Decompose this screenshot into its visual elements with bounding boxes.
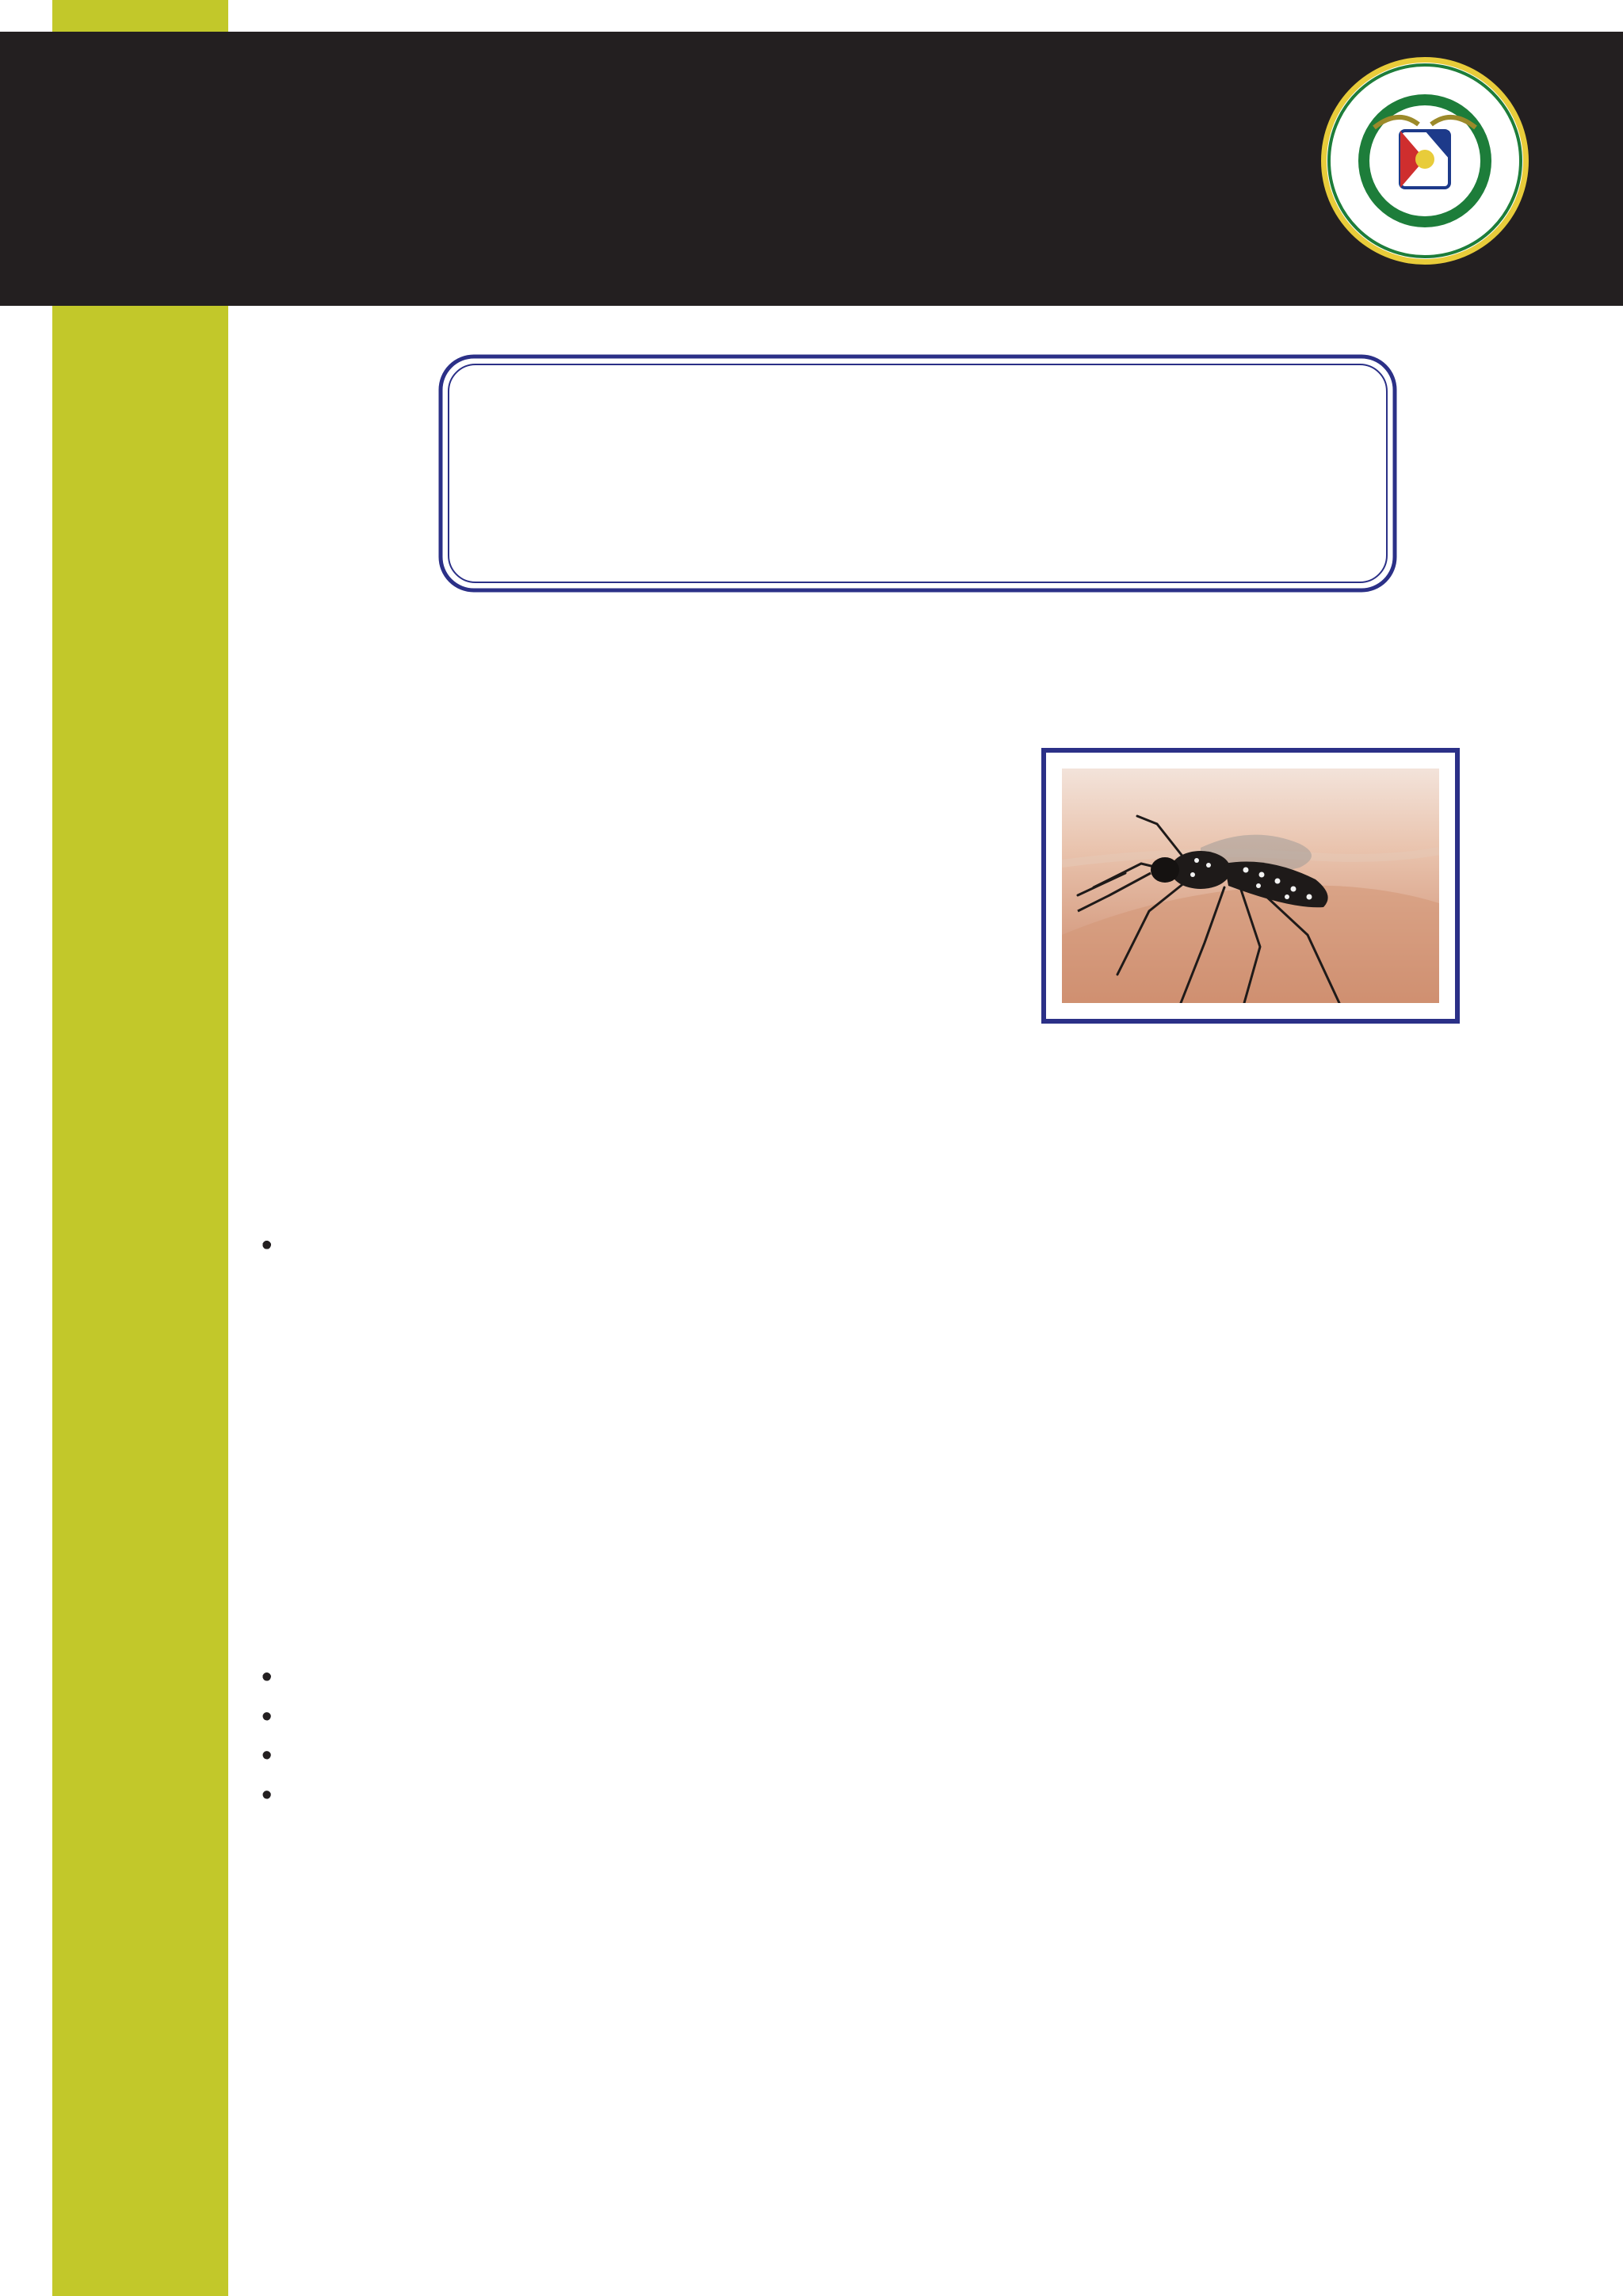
mosquito-photo xyxy=(1062,769,1439,1003)
list-item xyxy=(262,1658,306,1698)
mosquito-photo-frame xyxy=(1041,748,1460,1024)
side-accent-bar xyxy=(52,0,228,2296)
list-item xyxy=(262,1737,306,1776)
dengue-title-box xyxy=(438,354,1397,593)
list-item xyxy=(262,1698,306,1737)
prevention-list xyxy=(262,1658,306,1815)
list-item xyxy=(262,1776,306,1816)
doh-seal-logo xyxy=(1319,55,1531,267)
